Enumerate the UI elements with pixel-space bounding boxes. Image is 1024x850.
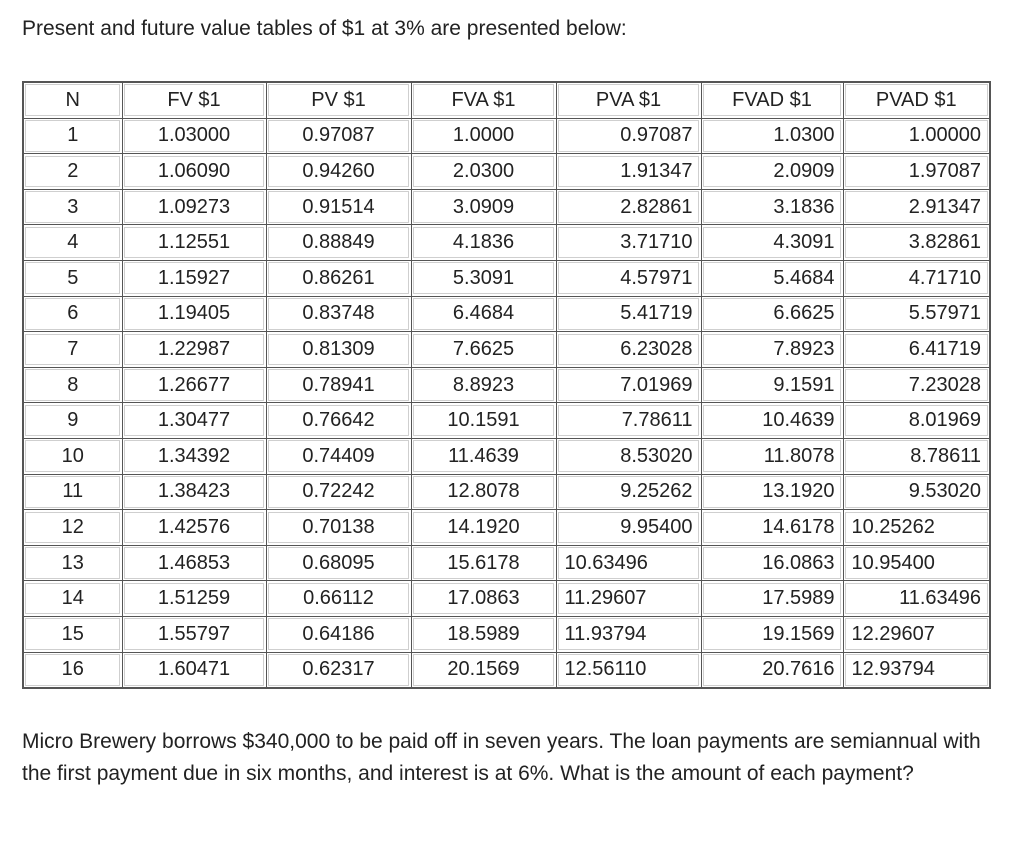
cell-pva: 0.97087 [556, 118, 701, 154]
cell-fva: 18.5989 [411, 616, 556, 652]
header-pva: PVA $1 [556, 82, 701, 118]
cell-n: 16 [23, 652, 122, 688]
cell-pvad: 5.57971 [843, 296, 990, 332]
cell-fv: 1.06090 [122, 154, 266, 190]
table-row [23, 189, 990, 225]
table-row [23, 154, 990, 190]
cell-fvad: 3.1836 [701, 189, 843, 225]
cell-fv: 1.26677 [122, 367, 266, 403]
cell-n: 7 [23, 332, 122, 368]
cell-pv: 0.62317 [266, 652, 411, 688]
cell-fv: 1.42576 [122, 510, 266, 546]
cell-pv: 0.91514 [266, 189, 411, 225]
cell-pvad: 10.25262 [843, 510, 990, 546]
cell-fvad: 5.4684 [701, 260, 843, 296]
table-row [23, 438, 990, 474]
table-row [23, 367, 990, 403]
cell-pva: 9.95400 [556, 510, 701, 546]
cell-fva: 14.1920 [411, 510, 556, 546]
cell-pv: 0.83748 [266, 296, 411, 332]
header-pvad: PVAD $1 [843, 82, 990, 118]
cell-fv: 1.60471 [122, 652, 266, 688]
cell-fvad: 14.6178 [701, 510, 843, 546]
cell-pv: 0.66112 [266, 581, 411, 617]
cell-fva: 7.6625 [411, 332, 556, 368]
table-row [23, 225, 990, 261]
cell-fva: 11.4639 [411, 438, 556, 474]
cell-fva: 4.1836 [411, 225, 556, 261]
cell-fvad: 4.3091 [701, 225, 843, 261]
cell-pvad: 3.82861 [843, 225, 990, 261]
cell-fva: 1.0000 [411, 118, 556, 154]
cell-pvad: 1.97087 [843, 154, 990, 190]
cell-fv: 1.12551 [122, 225, 266, 261]
cell-n: 4 [23, 225, 122, 261]
cell-pva: 11.29607 [556, 581, 701, 617]
table-row [23, 260, 990, 296]
cell-fva: 6.4684 [411, 296, 556, 332]
table-row [23, 118, 990, 154]
cell-pva: 2.82861 [556, 189, 701, 225]
cell-fvad: 19.1569 [701, 616, 843, 652]
cell-pv: 0.86261 [266, 260, 411, 296]
table-row [23, 510, 990, 546]
cell-pv: 0.70138 [266, 510, 411, 546]
cell-fvad: 7.8923 [701, 332, 843, 368]
cell-pv: 0.68095 [266, 545, 411, 581]
cell-fvad: 13.1920 [701, 474, 843, 510]
cell-pva: 7.78611 [556, 403, 701, 439]
cell-fva: 3.0909 [411, 189, 556, 225]
cell-n: 12 [23, 510, 122, 546]
cell-n: 2 [23, 154, 122, 190]
question-text: Micro Brewery borrows $340,000 to be paid off in seven years. The loan payments are semiannual with the first payment due in six months, and interest is at 6%. What is the amount of each payment? [22, 730, 981, 785]
cell-fv: 1.34392 [122, 438, 266, 474]
cell-pva: 7.01969 [556, 367, 701, 403]
cell-pvad: 8.78611 [843, 438, 990, 474]
cell-n: 5 [23, 260, 122, 296]
cell-pvad: 12.93794 [843, 652, 990, 688]
cell-pva: 4.57971 [556, 260, 701, 296]
cell-fv: 1.38423 [122, 474, 266, 510]
cell-fva: 8.8923 [411, 367, 556, 403]
table-row [23, 616, 990, 652]
cell-fva: 5.3091 [411, 260, 556, 296]
cell-pva: 6.23028 [556, 332, 701, 368]
cell-fv: 1.15927 [122, 260, 266, 296]
cell-pv: 0.94260 [266, 154, 411, 190]
cell-pvad: 12.29607 [843, 616, 990, 652]
cell-fvad: 17.5989 [701, 581, 843, 617]
cell-fv: 1.30477 [122, 403, 266, 439]
cell-fv: 1.22987 [122, 332, 266, 368]
cell-pv: 0.81309 [266, 332, 411, 368]
cell-pvad: 1.00000 [843, 118, 990, 154]
present-future-value-table [22, 81, 991, 689]
cell-pvad: 4.71710 [843, 260, 990, 296]
cell-pva: 11.93794 [556, 616, 701, 652]
header-n: N [23, 82, 122, 118]
cell-pva: 3.71710 [556, 225, 701, 261]
cell-fv: 1.09273 [122, 189, 266, 225]
header-fva: FVA $1 [411, 82, 556, 118]
intro-text: Present and future value tables of $1 at 3% are presented below: [22, 17, 627, 40]
cell-fva: 15.6178 [411, 545, 556, 581]
cell-pv: 0.74409 [266, 438, 411, 474]
cell-fva: 2.0300 [411, 154, 556, 190]
cell-n: 3 [23, 189, 122, 225]
cell-fvad: 11.8078 [701, 438, 843, 474]
cell-fv: 1.46853 [122, 545, 266, 581]
cell-fvad: 10.4639 [701, 403, 843, 439]
cell-fvad: 16.0863 [701, 545, 843, 581]
cell-n: 8 [23, 367, 122, 403]
cell-fv: 1.03000 [122, 118, 266, 154]
cell-n: 14 [23, 581, 122, 617]
cell-pvad: 11.63496 [843, 581, 990, 617]
cell-pv: 0.76642 [266, 403, 411, 439]
cell-fva: 20.1569 [411, 652, 556, 688]
cell-fvad: 9.1591 [701, 367, 843, 403]
cell-pvad: 9.53020 [843, 474, 990, 510]
cell-pvad: 10.95400 [843, 545, 990, 581]
cell-pvad: 8.01969 [843, 403, 990, 439]
cell-fv: 1.19405 [122, 296, 266, 332]
cell-n: 6 [23, 296, 122, 332]
cell-n: 10 [23, 438, 122, 474]
cell-pv: 0.88849 [266, 225, 411, 261]
cell-n: 11 [23, 474, 122, 510]
cell-pva: 1.91347 [556, 154, 701, 190]
cell-n: 15 [23, 616, 122, 652]
cell-pva: 10.63496 [556, 545, 701, 581]
cell-fv: 1.55797 [122, 616, 266, 652]
table-row [23, 474, 990, 510]
table-row [23, 403, 990, 439]
cell-pva: 12.56110 [556, 652, 701, 688]
cell-pv: 0.64186 [266, 616, 411, 652]
cell-n: 9 [23, 403, 122, 439]
cell-pv: 0.72242 [266, 474, 411, 510]
cell-pv: 0.97087 [266, 118, 411, 154]
table-row [23, 545, 990, 581]
cell-fva: 10.1591 [411, 403, 556, 439]
header-fvad: FVAD $1 [701, 82, 843, 118]
table-header-row [23, 82, 990, 118]
cell-n: 13 [23, 545, 122, 581]
cell-pvad: 7.23028 [843, 367, 990, 403]
cell-fv: 1.51259 [122, 581, 266, 617]
cell-n: 1 [23, 118, 122, 154]
cell-fva: 12.8078 [411, 474, 556, 510]
cell-fvad: 20.7616 [701, 652, 843, 688]
cell-fva: 17.0863 [411, 581, 556, 617]
cell-pvad: 2.91347 [843, 189, 990, 225]
cell-fvad: 6.6625 [701, 296, 843, 332]
table-row [23, 332, 990, 368]
cell-pva: 9.25262 [556, 474, 701, 510]
header-pv: PV $1 [266, 82, 411, 118]
cell-pva: 8.53020 [556, 438, 701, 474]
table-body [23, 118, 990, 688]
cell-pva: 5.41719 [556, 296, 701, 332]
cell-fvad: 1.0300 [701, 118, 843, 154]
table-row [23, 652, 990, 688]
cell-pvad: 6.41719 [843, 332, 990, 368]
table-row [23, 296, 990, 332]
table-row [23, 581, 990, 617]
cell-pv: 0.78941 [266, 367, 411, 403]
header-fv: FV $1 [122, 82, 266, 118]
cell-fvad: 2.0909 [701, 154, 843, 190]
